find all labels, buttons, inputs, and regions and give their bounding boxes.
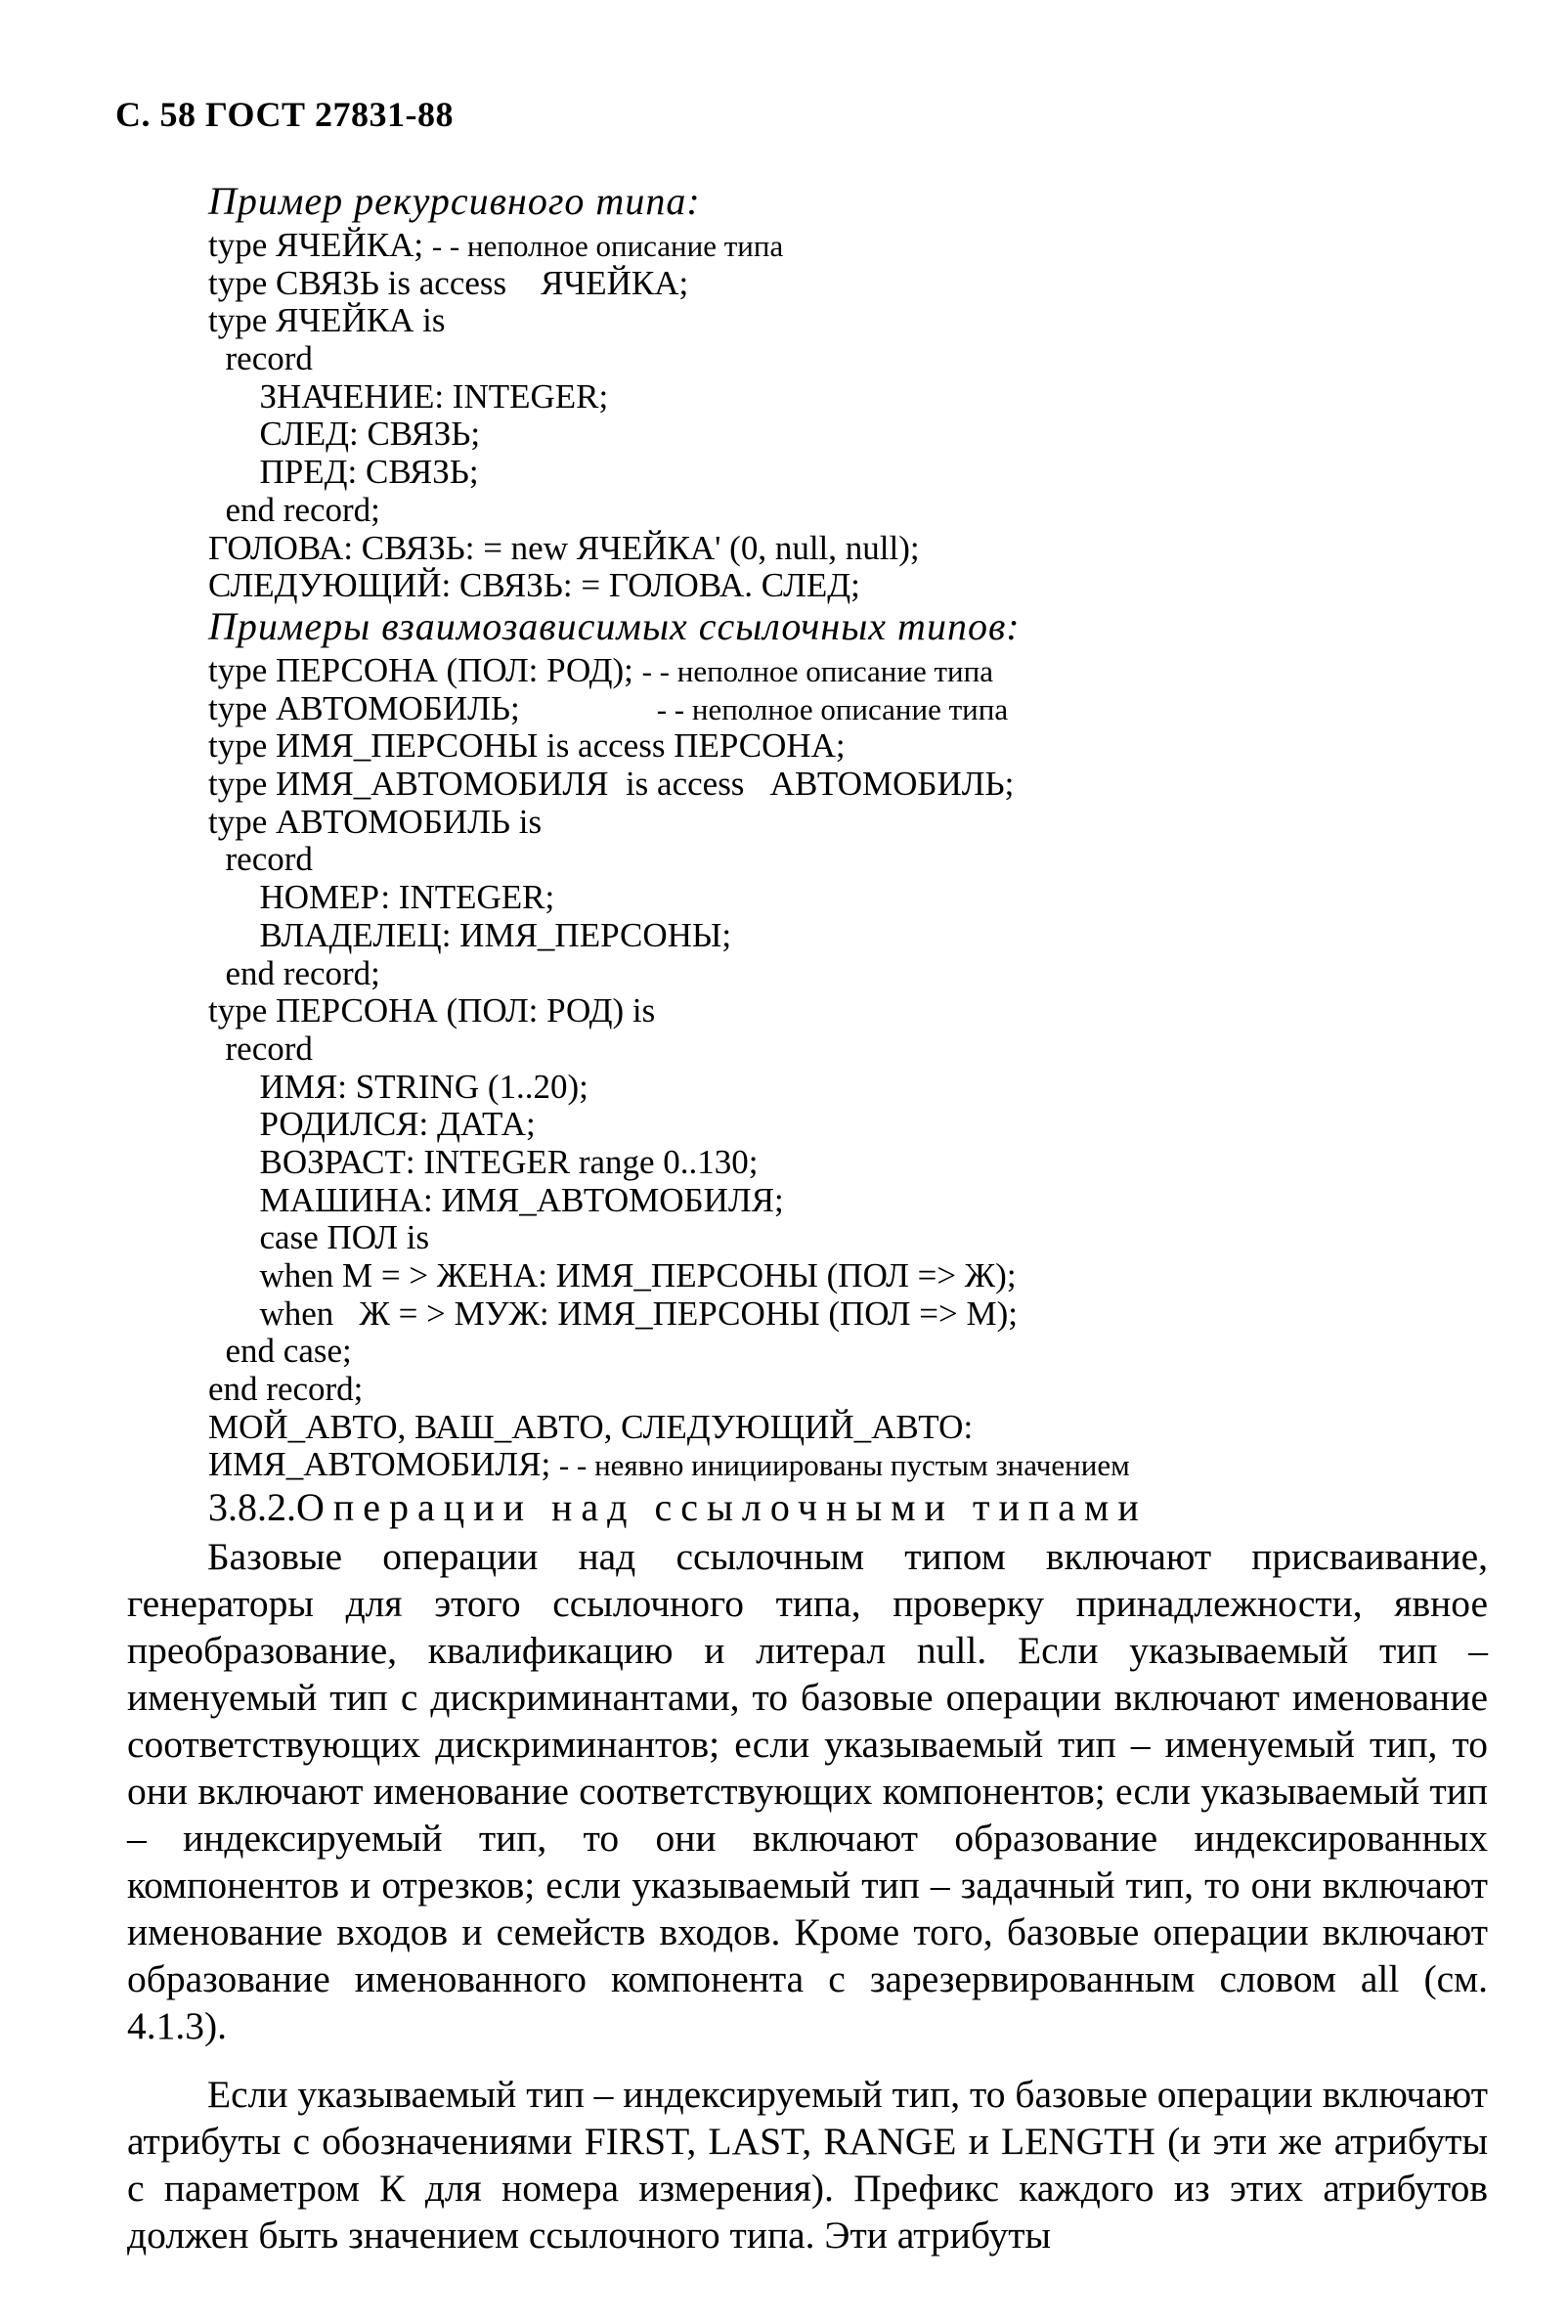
code-text: record [208,1029,313,1068]
code-text: record [208,840,313,879]
code-comment: - - неполное описание типа [641,654,993,688]
code-text: ВЛАДЕЛЕЦ: ИМЯ_ПЕРСОНЫ; [208,915,732,954]
code-text: case ПОЛ is [208,1218,430,1257]
code-text: type ИМЯ_АВТОМОБИЛЯ is access АВТОМОБИЛЬ; [208,765,1015,804]
code-line [208,804,1130,842]
heading-mutual-example: Примеры взаимозависимых ссылочных типов: [208,604,1021,648]
code-text: end record; [208,1370,364,1409]
code-text: when М = > ЖЕНА: ИМЯ_ПЕРСОНЫ (ПОЛ => Ж); [208,1256,1017,1294]
code-line [208,1144,1130,1182]
code-line [208,1182,1130,1220]
code-text: СЛЕД: СВЯЗЬ; [208,415,481,454]
code-line [208,302,920,340]
code-line [208,690,1130,728]
code-line [208,652,1130,690]
code-text: end record; [208,490,380,529]
code-line [208,879,1130,917]
code-text: type АВТОМОБИЛЬ is [208,802,543,841]
code-line [208,992,1130,1030]
code-line [208,492,920,530]
code-comment: - - неявно инициированы пустым значением [558,1448,1130,1483]
code-text: ВОЗРАСТ: INTEGER range 0..130; [208,1142,759,1181]
code-line [208,567,920,605]
code-text: type ПЕРСОНА (ПОЛ: РОД); [208,651,642,689]
paragraph-1: Базовые операции над ссылочным типом включают присваивание, генераторы для этого ссылочного типа, проверку принадлежности, явное преобразование, квалификацию и литерал null. Если указываемый тип – именуемый тип с дискриминантами, то базовые операции включают именование соответствующих дискриминантов; если указываемый тип – именуемый тип, то они включают именование соответствующих компонентов; если указываемый тип – индексируемый тип, то они включают образование индексированных компонентов и отрезков; если указываемый тип – задачный тип, то они включают именование входов и семейств входов. Кроме того, базовые операции включают образование именованного компонента с зарезервированным словом all (см. 4.1.3). [127,1535,1488,2047]
code-line [208,265,920,303]
code-line [208,530,920,568]
code-line [208,841,1130,879]
code-text: ЗНАЧЕНИЕ: INTEGER; [208,376,609,416]
code-text: type ЯЧЕЙКА is [208,301,446,340]
body-text [127,1533,1488,2258]
code-line [208,955,1130,993]
code-line [208,454,920,492]
code-text: СЛЕДУЮЩИЙ: СВЯЗЬ: = ГОЛОВА. СЛЕД; [208,566,860,605]
code-text: ПРЕД: СВЯЗЬ; [208,453,479,492]
code-text: ГОЛОВА: СВЯЗЬ: = new ЯЧЕЙКА' (0, null, null); [208,528,920,567]
code-text: when Ж = > МУЖ: ИМЯ_ПЕРСОНЫ (ПОЛ => М); [208,1294,1019,1333]
code-line [208,1106,1130,1144]
section-title: Операции над ссылочными типами [296,1485,1148,1529]
code-line [208,227,920,265]
code-line [208,1069,1130,1107]
code-comment: - - неполное описание типа [431,229,784,263]
code-line [208,416,920,454]
code-text: end record; [208,953,380,992]
code-line [208,727,1130,766]
code-line [208,917,1130,955]
code-line [208,1257,1130,1295]
code-text: РОДИЛСЯ: ДАТА; [208,1105,536,1144]
page-header: С. 58 ГОСТ 27831-88 [115,95,454,134]
code-text: type СВЯЗЬ is access ЯЧЕЙКА; [208,263,689,302]
code-text: ИМЯ: STRING (1..20); [208,1067,588,1106]
code-text: type ИМЯ_ПЕРСОНЫ is access ПЕРСОНА; [208,726,846,766]
code-text: type ЯЧЕЙКА; [208,226,432,264]
paragraph-2: Если указываемый тип – индексируемый тип, то базовые операции включают атрибуты с обозначениями FIRST, LAST, RANGE и LENGTH (и эти же атрибуты с параметром К для номера измерения). Префикс каждого из этих атрибутов должен быть значением ссылочного типа. Эти атрибуты [127,2073,1488,2257]
code-text: МАШИНА: ИМЯ_АВТОМОБИЛЯ; [208,1180,784,1219]
code-text: НОМЕР: INTEGER; [208,878,555,917]
code-line [208,1371,1130,1409]
code-line [208,1409,1130,1447]
code-line [208,378,920,417]
code-text: end case; [208,1332,352,1371]
code-block-recursive [208,227,920,605]
code-line [208,1219,1130,1257]
code-comment: - - неполное описание типа [656,691,1009,726]
code-block-mutual [208,652,1130,1484]
code-text: type АВТОМОБИЛЬ; [208,688,657,727]
section-number: 3.8.2. [208,1485,296,1529]
code-line [208,1030,1130,1069]
heading-recursive-example: Пример рекурсивного типа: [208,179,701,223]
code-line [208,340,920,378]
code-text: record [208,339,313,378]
code-text: type ПЕРСОНА (ПОЛ: РОД) is [208,991,656,1030]
code-text: ИМЯ_АВТОМОБИЛЯ; [208,1445,559,1484]
section-heading [208,1484,1148,1530]
code-line [208,1446,1130,1484]
code-line [208,1295,1130,1334]
code-line [208,1333,1130,1371]
code-text: МОЙ_АВТО, ВАШ_АВТО, СЛЕДУЮЩИЙ_АВТО: [208,1407,974,1446]
code-line [208,766,1130,804]
